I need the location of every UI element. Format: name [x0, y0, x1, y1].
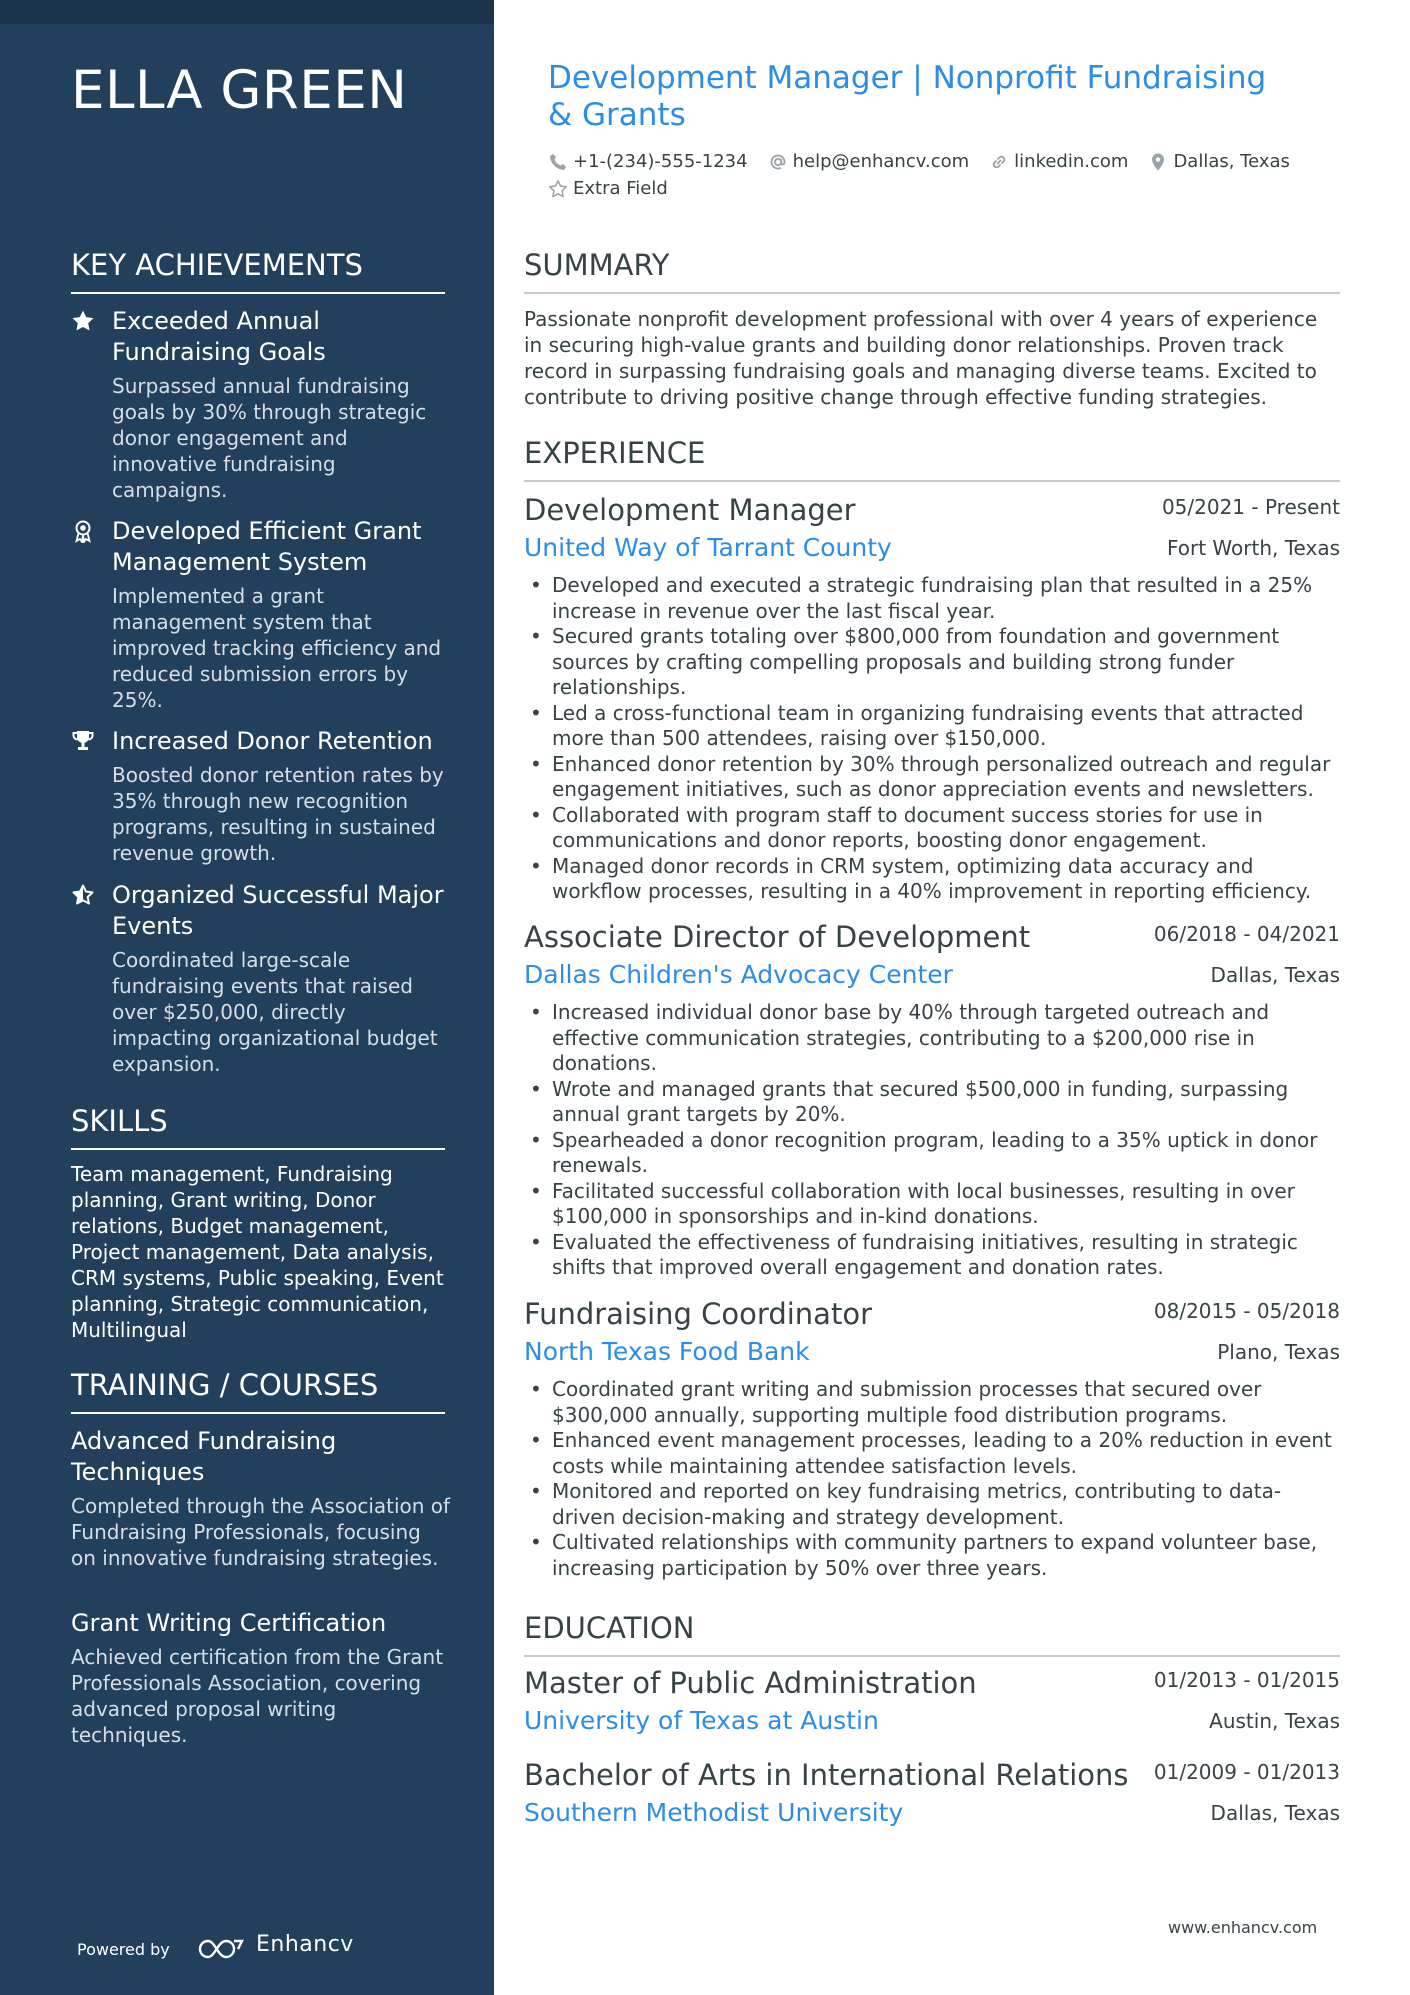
contact-link[interactable] [989, 151, 1128, 172]
education-entry [524, 1758, 1340, 1838]
achievement-title: Exceeded Annual Fundraising Goals [112, 307, 326, 366]
job-dates: 06/2018 - 04/2021 [1153, 922, 1340, 946]
star-icon [71, 309, 95, 333]
headline: Development Manager | Nonprofit Fundraising & Grants [548, 60, 1267, 133]
contact-location [1148, 151, 1290, 172]
list-item: • Facilitated successful collaboration with local businesses, resulting in over $100,000 in sponsorships and in-kind donations. [524, 1179, 1340, 1230]
email-text: help@enhancv.com [792, 151, 970, 172]
half-star-icon [71, 883, 95, 907]
achievement-title: Organized Successful Major Events [112, 881, 444, 940]
achievement-title: Developed Efficient Grant Management System [112, 517, 422, 576]
job-title: Development Manager [524, 493, 856, 527]
course-description: Completed through the Association of Fundraising Professionals, focusing on innovative fundraising strategies. [71, 1494, 451, 1570]
job-title: Fundraising Coordinator [524, 1297, 872, 1331]
location-pin-icon [1148, 152, 1168, 172]
course-item [71, 1426, 451, 1571]
job-organization: Dallas Children's Advocacy Center [524, 960, 953, 989]
extra-field-text: Extra Field [573, 178, 668, 199]
education-dates: 01/2013 - 01/2015 [1153, 1668, 1340, 1692]
summary-heading: SUMMARY [524, 248, 1340, 294]
experience-heading: EXPERIENCE [524, 436, 1340, 482]
job-bullets [524, 573, 1340, 905]
education-dates: 01/2009 - 01/2013 [1153, 1760, 1340, 1784]
achievement-item [71, 726, 445, 866]
list-item: • Spearheaded a donor recognition program, leading to a 35% uptick in donor renewals. [524, 1128, 1340, 1179]
phone-icon [548, 152, 568, 172]
school-name: University of Texas at Austin [524, 1706, 879, 1735]
contact-extra [548, 178, 668, 199]
job-location: Dallas, Texas [1210, 963, 1340, 987]
school-location: Austin, Texas [1209, 1709, 1340, 1733]
list-item: • Increased individual donor base by 40% through targeted outreach and effective communication strategies, contributing to a $200,000 rise in donations. [524, 1000, 1340, 1077]
link-text: linkedin.com [1014, 151, 1129, 172]
at-icon [768, 152, 788, 172]
contact-info [548, 148, 1368, 202]
course-title: Grant Writing Certification [71, 1609, 387, 1637]
degree-title: Bachelor of Arts in International Relations [524, 1758, 1129, 1792]
trophy-icon [71, 729, 95, 753]
achievement-item [71, 880, 445, 1077]
link-icon [989, 152, 1009, 172]
enhancv-brand-name[interactable]: Enhancv [256, 1932, 354, 1957]
achievement-description: Boosted donor retention rates by 35% through new recognition programs, resulting in sustained revenue growth. [112, 763, 444, 865]
contact-phone[interactable] [548, 151, 748, 172]
education-entry [524, 1666, 1340, 1746]
school-location: Dallas, Texas [1210, 1801, 1340, 1825]
location-text: Dallas, Texas [1173, 151, 1290, 172]
job-location: Plano, Texas [1217, 1340, 1340, 1364]
list-item: • Monitored and reported on key fundraising metrics, contributing to data-driven decision-making and strategy development. [524, 1479, 1340, 1530]
list-item: • Wrote and managed grants that secured $500,000 in funding, surpassing annual grant targets by 20%. [524, 1077, 1340, 1128]
enhancv-logo-icon [196, 1936, 246, 1962]
list-item: • Evaluated the effectiveness of fundraising initiatives, resulting in strategic shifts that improved overall engagement and donation rates. [524, 1230, 1340, 1281]
achievement-description: Surpassed annual fundraising goals by 30% through strategic donor engagement and innovative fundraising campaigns. [112, 374, 427, 502]
list-item: • Cultivated relationships with community partners to expand volunteer base, increasing participation by 50% over three years. [524, 1530, 1340, 1581]
candidate-name: ELLA GREEN [71, 60, 408, 121]
job-bullets [524, 1000, 1340, 1281]
achievement-description: Coordinated large-scale fundraising events that raised over $250,000, directly impacting organizational budget expansion. [112, 948, 438, 1076]
job-title: Associate Director of Development [524, 920, 1031, 954]
list-item: • Secured grants totaling over $800,000 from foundation and government sources by crafting compelling proposals and building strong funder relationships. [524, 624, 1340, 701]
achievement-title: Increased Donor Retention [112, 727, 433, 755]
award-icon [71, 519, 95, 543]
course-title: Advanced Fundraising Techniques [71, 1427, 337, 1486]
training-heading: TRAINING / COURSES [71, 1368, 445, 1414]
job-location: Fort Worth, Texas [1166, 536, 1340, 560]
list-item: • Led a cross-functional team in organizing fundraising events that attracted more than 500 attendees, raising over $150,000. [524, 701, 1340, 752]
experience-entry [524, 493, 1340, 905]
powered-by-label: Powered by [77, 1940, 170, 1959]
footer-url[interactable]: www.enhancv.com [1168, 1918, 1318, 1937]
phone-text: +1-(234)-555-1234 [573, 151, 748, 172]
skills-list: Team management, Fundraising planning, Grant writing, Donor relations, Budget management, Project management, Data analysis, CRM systems, Public speaking, Event planning, Strategic communication, Multilingual [71, 1162, 444, 1342]
job-bullets [524, 1377, 1340, 1581]
achievement-item [71, 306, 445, 503]
list-item: • Enhanced donor retention by 30% through personalized outreach and regular engagement initiatives, such as donor appreciation events and newsletters. [524, 752, 1340, 803]
job-dates: 08/2015 - 05/2018 [1153, 1299, 1340, 1323]
experience-entry [524, 920, 1340, 1281]
contact-email[interactable] [768, 151, 970, 172]
sidebar [0, 0, 494, 1995]
course-description: Achieved certification from the Grant Professionals Association, covering advanced proposal writing techniques. [71, 1645, 444, 1747]
achievement-description: Implemented a grant management system that improved tracking efficiency and reduced submission errors by 25%. [112, 584, 442, 712]
experience-entry [524, 1297, 1340, 1581]
list-item: • Managed donor records in CRM system, optimizing data accuracy and workflow processes, resulting in a 40% improvement in reporting efficiency. [524, 854, 1340, 905]
sidebar-top-bar [0, 0, 494, 24]
list-item: • Developed and executed a strategic fundraising plan that resulted in a 25% increase in revenue over the last fiscal year. [524, 573, 1340, 624]
list-item: • Collaborated with program staff to document success stories for use in communications and donor reports, boosting donor engagement. [524, 803, 1340, 854]
job-dates: 05/2021 - Present [1161, 495, 1340, 519]
school-name: Southern Methodist University [524, 1798, 904, 1827]
skills-heading: SKILLS [71, 1104, 445, 1150]
job-organization: North Texas Food Bank [524, 1337, 810, 1366]
list-item: • Enhanced event management processes, leading to a 20% reduction in event costs while maintaining attendee satisfaction levels. [524, 1428, 1340, 1479]
summary-text: Passionate nonprofit development professional with over 4 years of experience in securing high-value grants and building donor relationships. Proven track record in surpassing fundraising goals and managing diverse teams. Excited to contribute to driving positive change through effective funding strategies. [524, 307, 1318, 409]
degree-title: Master of Public Administration [524, 1666, 977, 1700]
star-outline-icon [548, 179, 568, 199]
course-item [71, 1608, 451, 1748]
achievements-heading: KEY ACHIEVEMENTS [71, 248, 445, 294]
achievement-item [71, 516, 445, 713]
job-organization: United Way of Tarrant County [524, 533, 892, 562]
list-item: • Coordinated grant writing and submission processes that secured over $300,000 annually, supporting multiple food distribution programs. [524, 1377, 1340, 1428]
education-heading: EDUCATION [524, 1611, 1340, 1657]
